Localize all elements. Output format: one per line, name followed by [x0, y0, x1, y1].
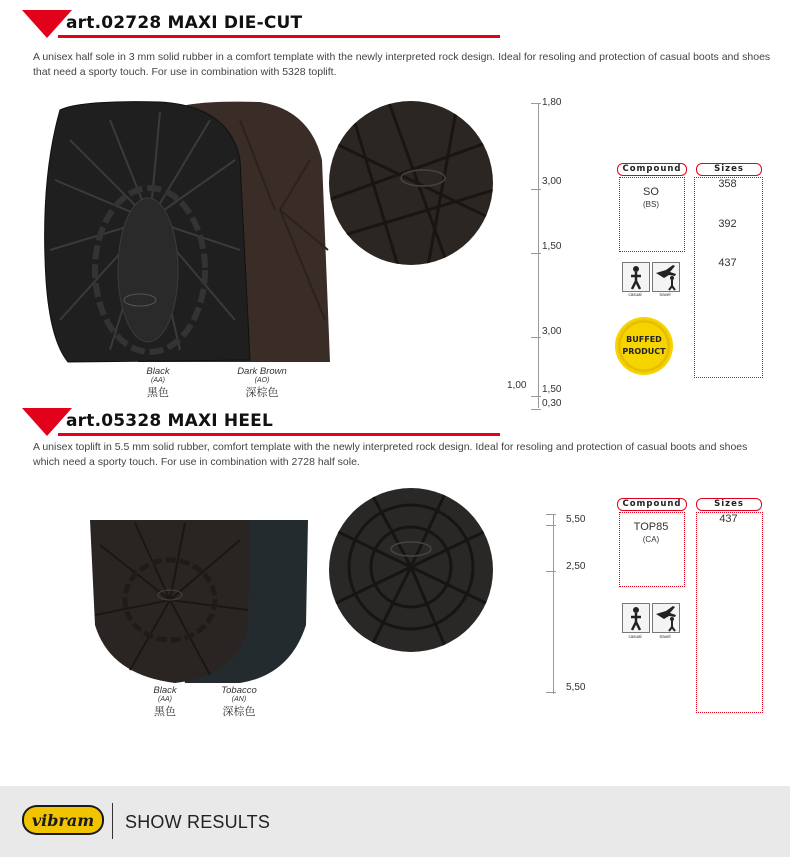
red-triangle-marker: [22, 408, 72, 436]
thickness-value: 1,50: [542, 241, 562, 252]
thickness-scale: [538, 103, 539, 408]
header-rule: [58, 433, 500, 436]
thickness-value: 2,50: [566, 561, 586, 572]
scale-tick: [531, 337, 541, 338]
red-triangle-marker: [22, 10, 72, 38]
thickness-value: 1,50: [542, 384, 562, 395]
vibram-logo[interactable]: vibram: [22, 805, 104, 835]
compound-code: (BS): [643, 200, 659, 209]
buffed-product-badge: [615, 317, 673, 375]
badge-line1: BUFFED: [626, 335, 662, 344]
half-sole-image: [40, 100, 330, 368]
heel-image: [90, 515, 308, 685]
casual-icon: [622, 262, 650, 292]
thickness-value: 5,50: [566, 514, 586, 525]
scale-tick: [531, 189, 541, 190]
thickness-side-value: 1,00: [507, 380, 527, 391]
scale-tick: [546, 692, 556, 693]
section2-description: A unisex toplift in 5.5 mm solid rubber, comfort template with the newly interpreted rock design. Ideal for resoling and protection of casual boots and shoes which need a sporty touch. For use in combination with 2728 half sole.: [33, 441, 748, 468]
thickness-value: 3,00: [542, 176, 562, 187]
travel-caption: travel: [659, 634, 671, 639]
show-results-button[interactable]: SHOW RESULTS: [125, 812, 271, 832]
badge-line2: PRODUCT: [622, 347, 666, 356]
scale-tick: [546, 525, 556, 526]
heel-pattern-closeup: [328, 487, 494, 653]
section1-color-darkbrown: Dark Brown (AO) 深棕色: [237, 366, 287, 399]
thickness-value: 3,00: [542, 326, 562, 337]
travel-icon: [652, 603, 680, 633]
footer-bar: [0, 786, 790, 857]
sizes-label: Sizes: [696, 498, 762, 511]
scale-tick: [546, 514, 556, 515]
scale-tick: [531, 253, 541, 254]
thickness-value: 5,50: [566, 682, 586, 693]
size-value: 437: [719, 513, 738, 525]
section1-color-black: Black (AA) 黑色: [146, 366, 170, 399]
section2-title: art.05328 MAXI HEEL: [66, 411, 274, 431]
section2-color-black: Black (AA) 黑色: [153, 685, 177, 718]
size-value: 437: [718, 257, 737, 269]
compound-code: (CA): [642, 535, 660, 544]
thickness-value: 0,30: [542, 398, 562, 409]
compound-value: TOP85: [633, 521, 669, 533]
casual-caption: casual: [628, 634, 642, 639]
size-value: 358: [718, 178, 737, 190]
compound-value: SO: [643, 186, 659, 198]
scale-tick: [546, 571, 556, 572]
scale-tick: [531, 409, 541, 410]
header-rule: [58, 35, 500, 38]
compound-label: Compound: [617, 163, 687, 176]
travel-caption: travel: [659, 292, 671, 297]
footer-separator: [112, 803, 113, 839]
section2-color-tobacco: Tobacco (AN) 深棕色: [221, 685, 257, 718]
sizes-box: [694, 177, 763, 378]
size-value: 392: [718, 218, 737, 230]
section2-header: [22, 408, 500, 436]
scale-tick: [531, 103, 541, 104]
travel-icon: [652, 262, 680, 292]
section1-description: A unisex half sole in 3 mm solid rubber in a comfort template with the newly interpreted rock design. Ideal for resoling and protection of casual boots and shoes that need a sporty touch. For use in combination with 5328 toplift.: [33, 51, 771, 78]
sole-pattern-closeup: [328, 100, 494, 266]
casual-icon: [622, 603, 650, 633]
scale-tick: [531, 396, 541, 397]
thickness-value: 1,80: [542, 97, 562, 108]
compound-label: Compound: [617, 498, 687, 511]
sizes-label: Sizes: [696, 163, 762, 176]
casual-caption: casual: [628, 292, 642, 297]
section1-title: art.02728 MAXI DIE-CUT: [66, 13, 303, 33]
sizes-box: [696, 512, 763, 713]
section1-header: [22, 10, 500, 38]
thickness-scale: [553, 514, 554, 694]
